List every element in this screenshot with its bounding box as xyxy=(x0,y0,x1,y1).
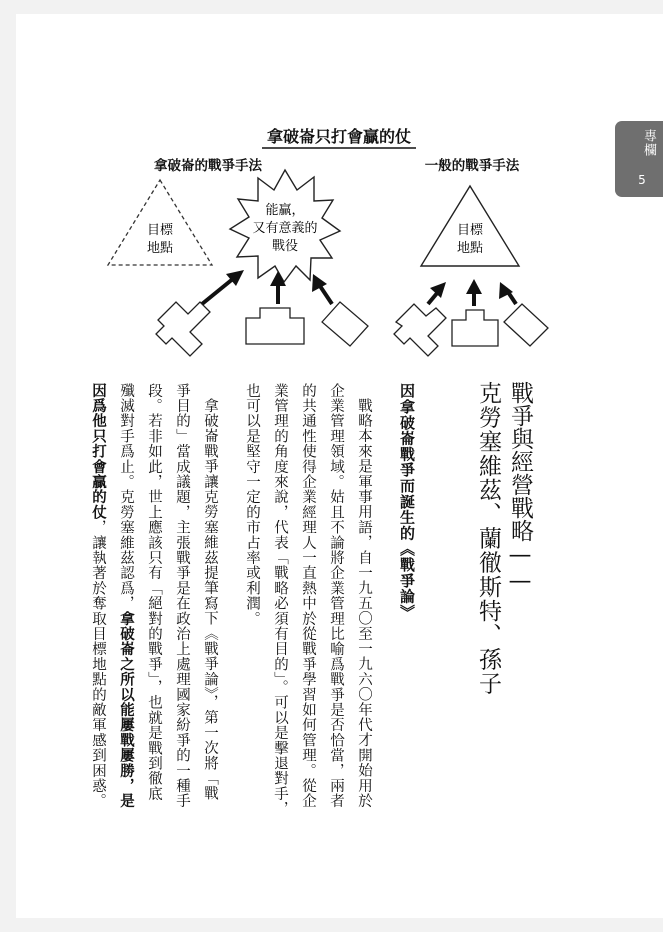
paragraph1-column3: 的共通性使得企業經理人一直熱中於從戰爭學習如何管理。從企 xyxy=(300,383,316,809)
burst-label-line1: 能贏， xyxy=(265,203,305,218)
paragraph1-column4: 業管理的角度來說，代表「戰略必須有目的」。可以是擊退對手， xyxy=(272,383,288,817)
general-attack-arrows xyxy=(428,279,516,306)
general-method-heading: 一般的戰爭手法 xyxy=(424,158,520,174)
left-target-label-line2: 地點 xyxy=(146,241,174,256)
right-target-label-line1: 目標 xyxy=(456,223,484,238)
paragraph2-column3: 段。若非如此，世上應該只有「絕對的戰爭」，也就是戰到徹底 xyxy=(146,383,162,802)
diagram-title: 拿破崙只打會贏的仗 xyxy=(266,127,412,146)
left-target-label-line1: 目標 xyxy=(146,223,174,238)
paragraph2-column1: 拿破崙戰爭讓克勞塞維茲提筆寫下《戰爭論》，第一次將「戰 xyxy=(202,398,218,802)
column-tab-label: 專欄 xyxy=(641,129,656,157)
paragraph2-column4-plain: 殲滅對手爲止。克勞塞維茲認爲， xyxy=(118,383,134,611)
paragraph2-column4 xyxy=(118,383,133,809)
napoleon-attack-arrows xyxy=(202,270,332,304)
napoleon-troop-blocks xyxy=(156,302,368,356)
paragraph2-column2: 爭目的」當成議題，主張戰爭是在政治上處理國家紛爭的一種手 xyxy=(174,383,190,809)
general-troop-blocks xyxy=(394,304,548,356)
right-target-label-line2: 地點 xyxy=(456,241,484,256)
paragraph2-column5-bold: 因爲他只打會贏的仗 xyxy=(90,383,106,520)
paragraph1-column5: 也可以是堅守一定的市占率或利潤。 xyxy=(244,383,260,627)
burst-label-line2: 又有意義的 xyxy=(252,221,318,236)
article-subheading: 因拿破崙戰爭而誕生的《戰爭論》 xyxy=(398,383,416,620)
paragraph2-column4-bold: 拿破崙之所以能屢戰屢勝，是 xyxy=(118,611,134,809)
paragraph1-column2: 企業管理領域。姑且不論將企業管理比喻爲戰爭是否恰當，兩者 xyxy=(328,383,344,809)
paragraph1-column1: 戰略本來是軍事用語，自一九五〇至一九六〇年代才開始用於 xyxy=(356,398,372,809)
paragraph2-column5 xyxy=(90,383,105,809)
column-tab-number: 5 xyxy=(638,173,646,187)
article-title-line1: 戰爭與經營戰略—— xyxy=(507,381,533,594)
burst-label-line3: 戰役 xyxy=(271,239,299,254)
paragraph2-column5-plain: ，讓執著於奪取目標地點的敵軍感到困惑。 xyxy=(90,519,106,809)
napoleon-method-heading: 拿破崙的戰爭手法 xyxy=(154,158,262,174)
napoleon-strategy-diagram xyxy=(0,0,663,380)
article-title-line2: 克勞塞維茲、蘭徹斯特、孫子 xyxy=(475,381,501,696)
